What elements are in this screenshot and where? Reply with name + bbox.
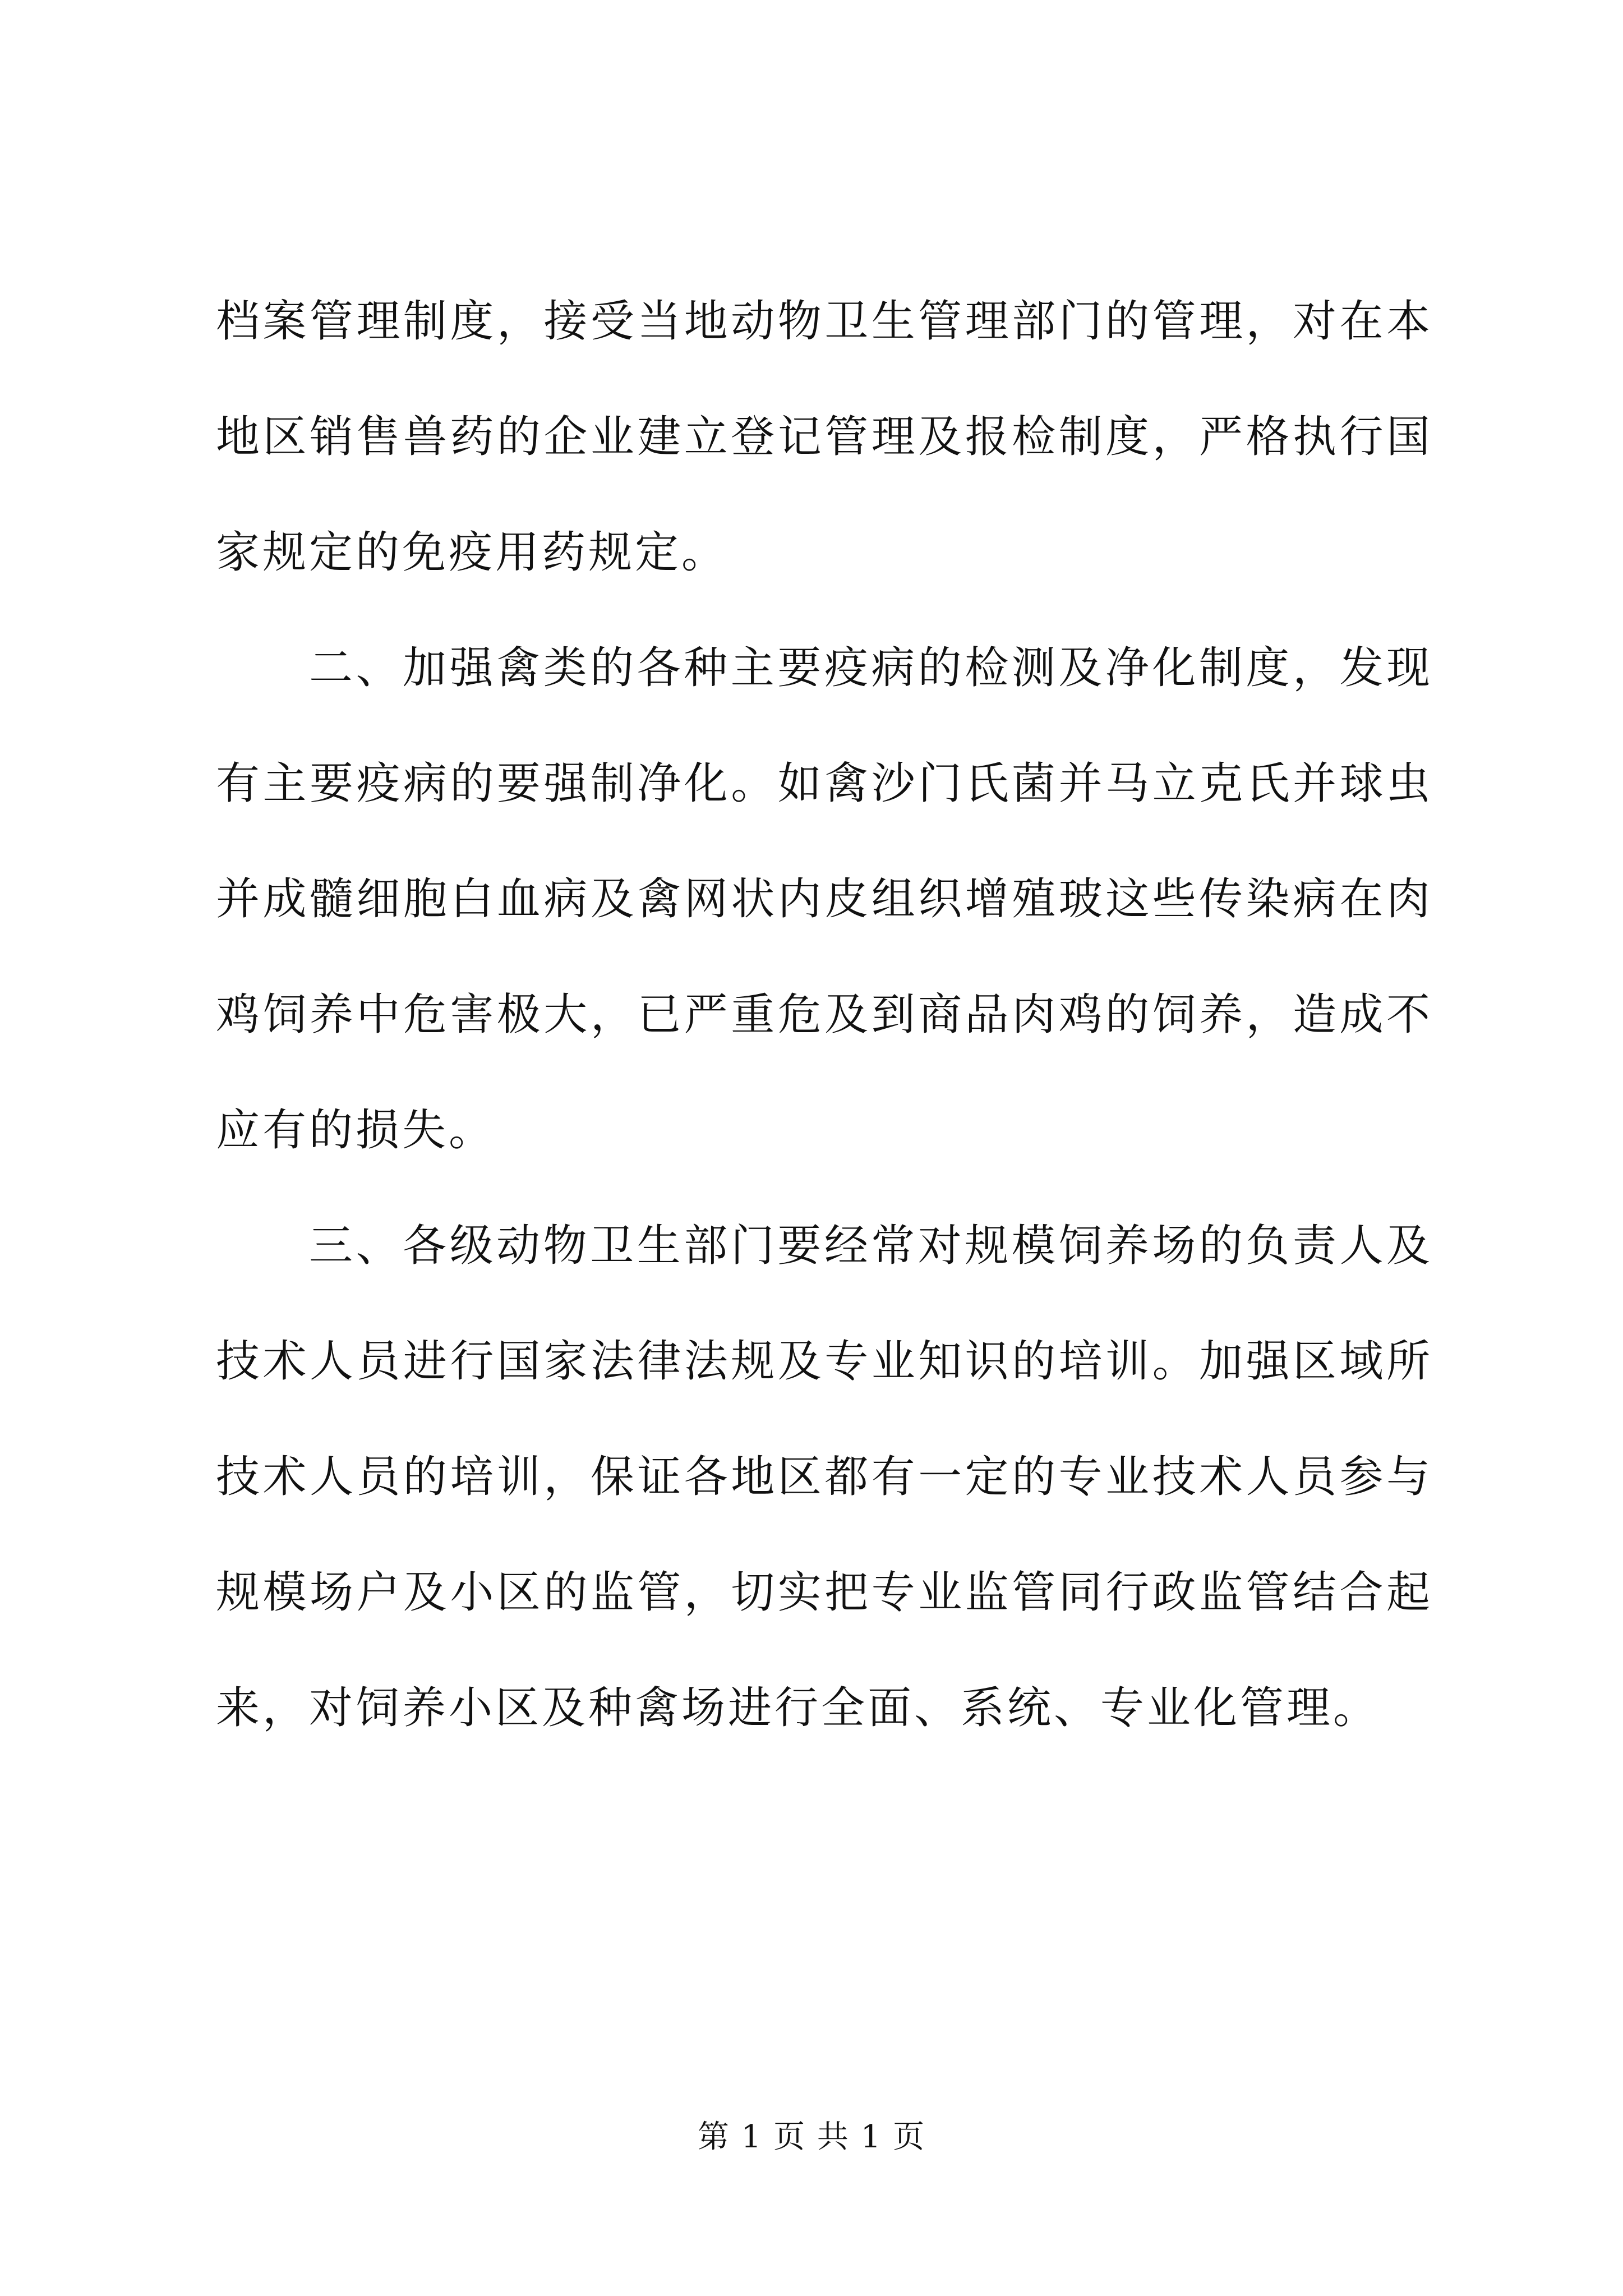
document-body xyxy=(216,264,1433,1766)
paragraph-three: 三、各级动物卫生部门要经常对规模饲养场的负责人及技术人员进行国家法律法规及专业知识的培训。加强区域所技术人员的培训，保证各地区都有一定的专业技术人员参与规模场户及小区的监管，切实把专业监管同行政监管结合起来，对饲养小区及种禽场进行全面、系统、专业化管理。 xyxy=(216,1221,1433,1733)
paragraph-two: 二、加强禽类的各种主要疫病的检测及净化制度，发现有主要疫病的要强制净化。如禽沙门氏菌并马立克氏并球虫并成髓细胞白血病及禽网状内皮组织增殖玻这些传染病在肉鸡饲养中危害极大，已严重危及到商品肉鸡的饲养，造成不应有的损失。 xyxy=(216,643,1433,1156)
paragraph-continuation: 档案管理制度，接受当地动物卫生管理部门的管理，对在本地区销售兽药的企业建立登记管理及报检制度，严格执行国家规定的免疫用药规定。 xyxy=(216,296,1433,578)
page-footer: 第 1 页 共 1 页 xyxy=(697,2119,926,2155)
